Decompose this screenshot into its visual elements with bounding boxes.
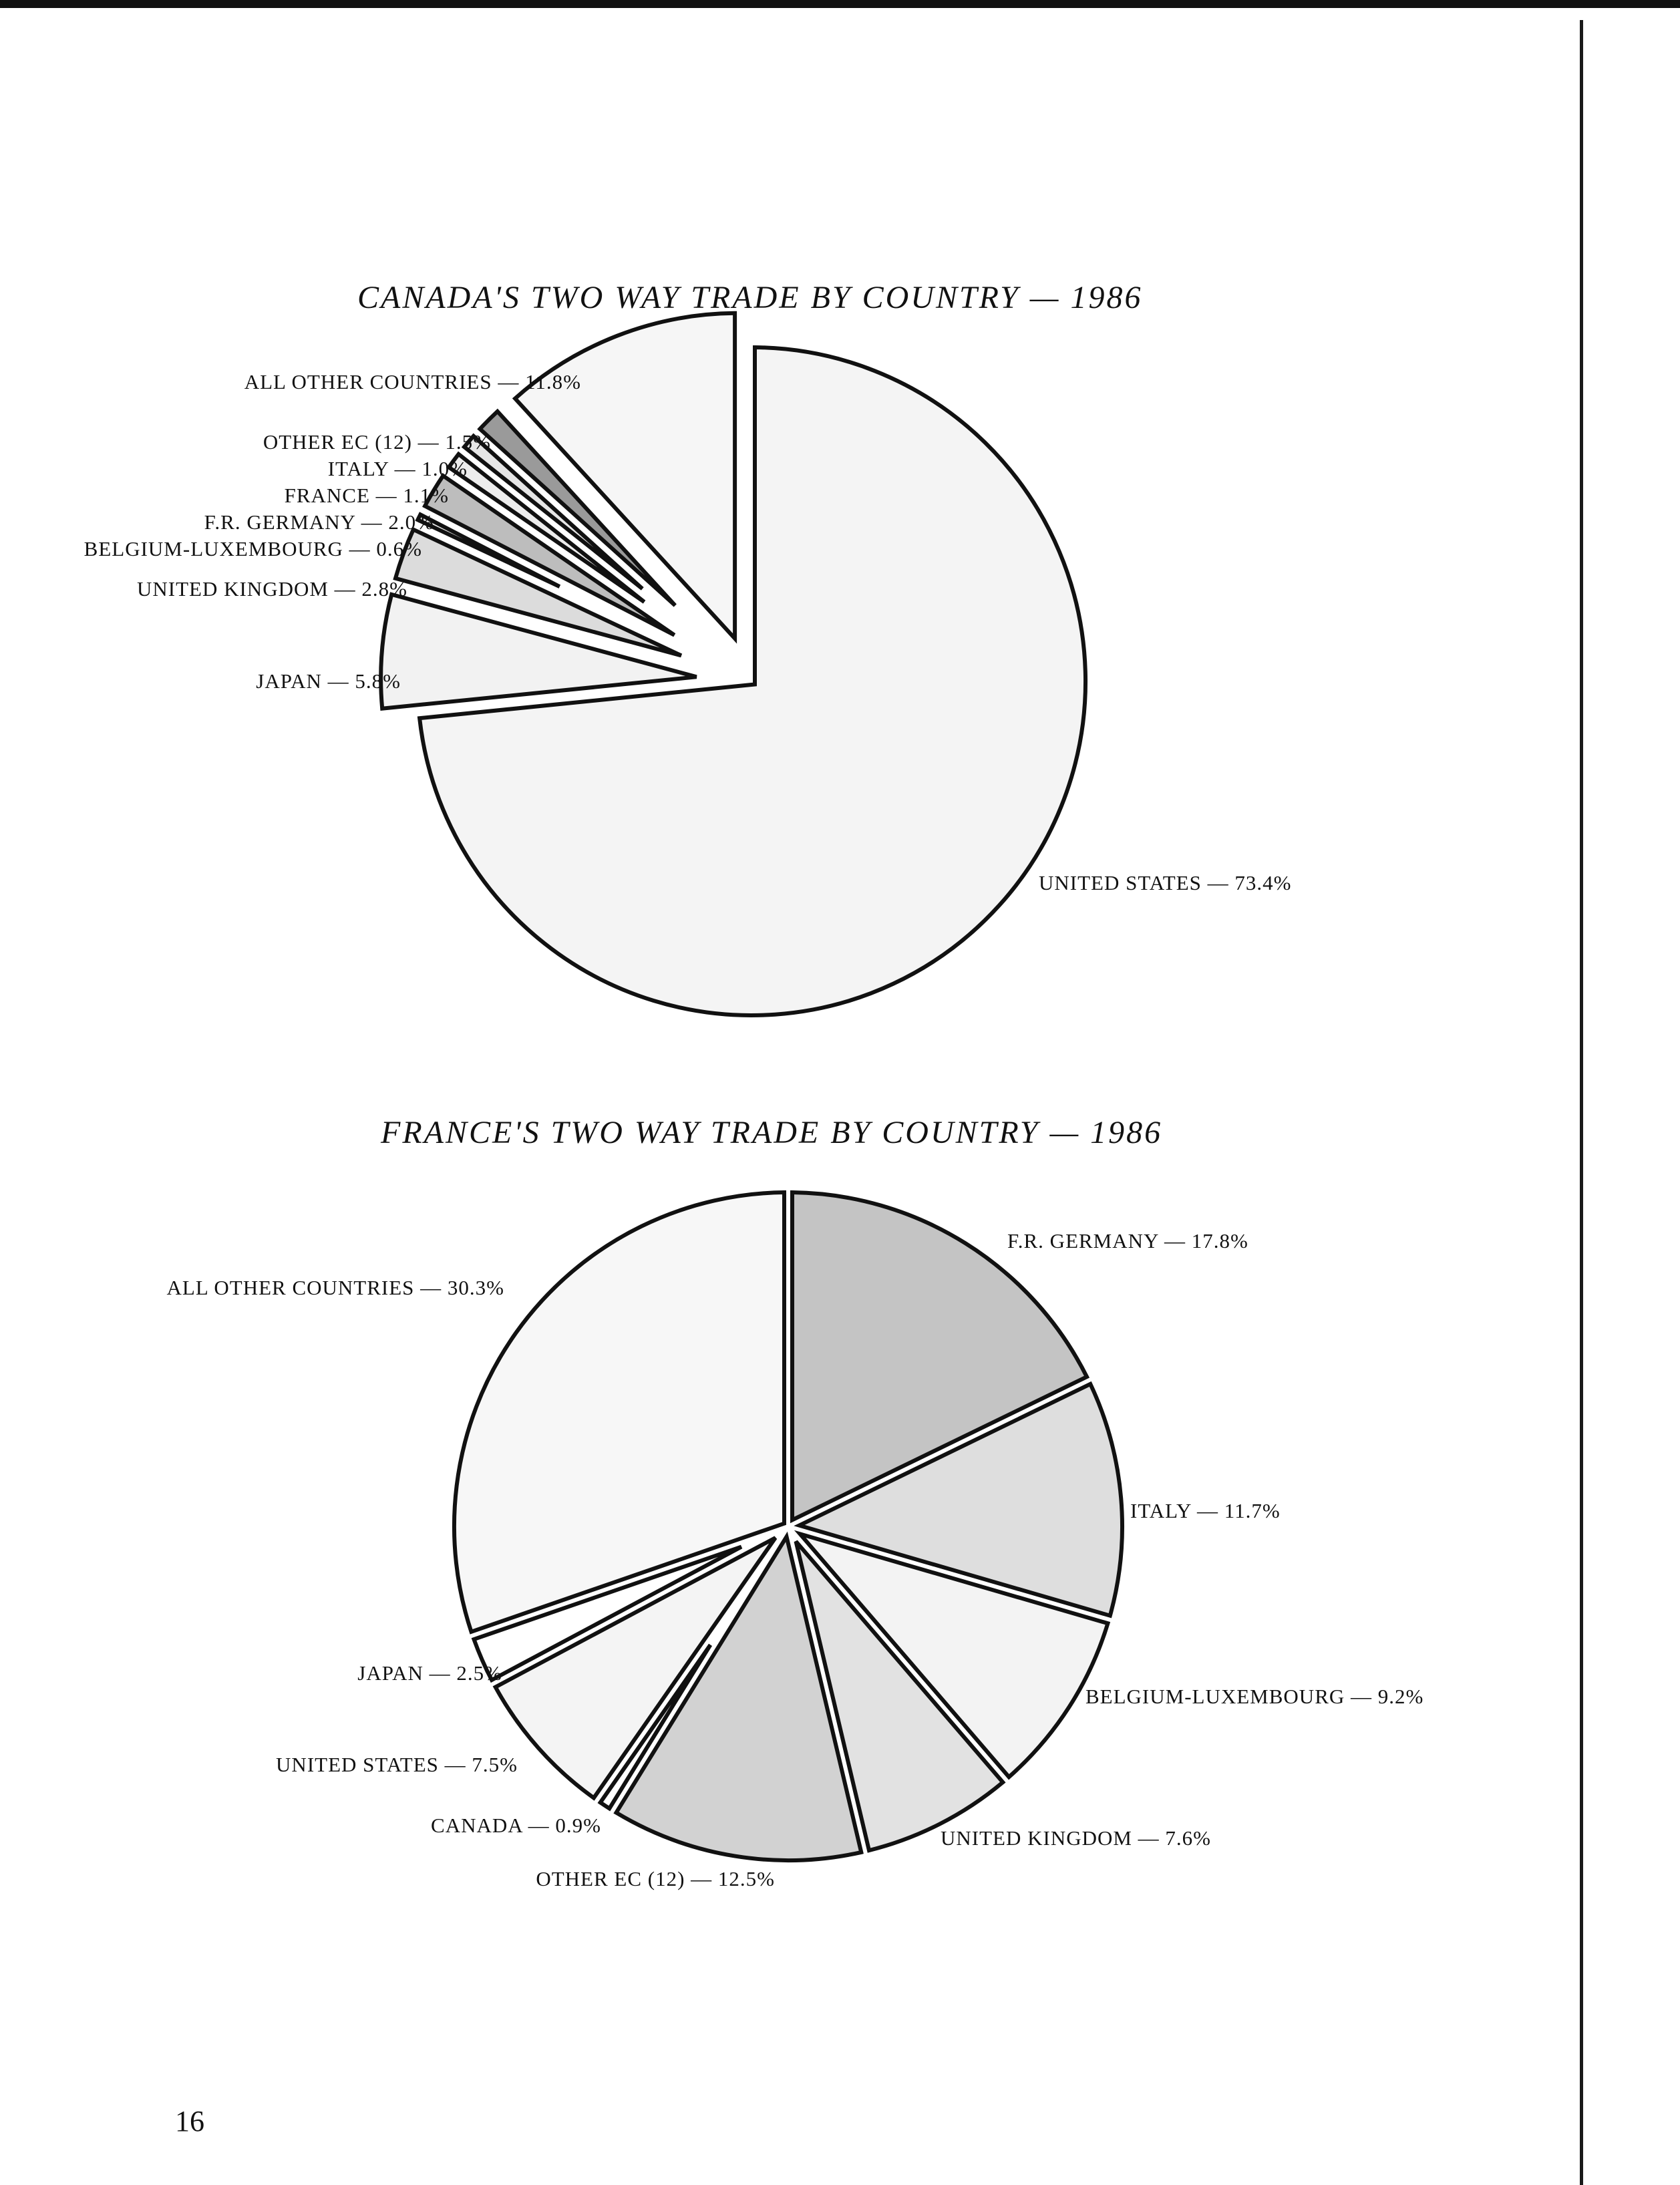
page-number: 16 — [175, 2105, 204, 2138]
slice-label: FRANCE — 1.1% — [284, 484, 449, 507]
slice-label: BELGIUM-LUXEMBOURG — 0.6% — [83, 537, 422, 560]
slice-label: OTHER EC (12) — 12.5% — [536, 1867, 775, 1890]
slice-label: UNITED KINGDOM — 7.6% — [941, 1826, 1212, 1850]
slice-label: F.R. GERMANY — 17.8% — [1007, 1229, 1248, 1252]
pie-chart-canada — [84, 313, 1292, 1015]
chart-title-france: FRANCE'S TWO WAY TRADE BY COUNTRY — 1986 — [381, 1115, 1163, 1150]
slice-label: BELGIUM-LUXEMBOURG — 9.2% — [1085, 1685, 1424, 1708]
slice-label: UNITED KINGDOM — 2.8% — [136, 577, 407, 601]
slice-label: CANADA — 0.9% — [431, 1814, 601, 1837]
chart-title-canada: CANADA'S TWO WAY TRADE BY COUNTRY — 1986 — [357, 280, 1143, 315]
slice-label: OTHER EC (12) — 1.5% — [263, 430, 491, 454]
slice-label: UNITED STATES — 7.5% — [276, 1753, 518, 1776]
slice-label: ITALY — 1.0% — [327, 457, 468, 480]
slice-label: ALL OTHER COUNTRIES — 30.3% — [166, 1276, 504, 1299]
slice-label: ALL OTHER COUNTRIES — 11.8% — [244, 370, 581, 393]
slice-label: JAPAN — 2.5% — [357, 1661, 502, 1685]
slice-label: UNITED STATES — 73.4% — [1039, 871, 1292, 894]
slice-label: JAPAN — 5.8% — [256, 669, 401, 693]
pie-chart-france — [167, 1192, 1424, 1890]
slice-label: F.R. GERMANY — 2.0% — [204, 510, 434, 534]
slice-label: ITALY — 11.7% — [1130, 1499, 1281, 1522]
